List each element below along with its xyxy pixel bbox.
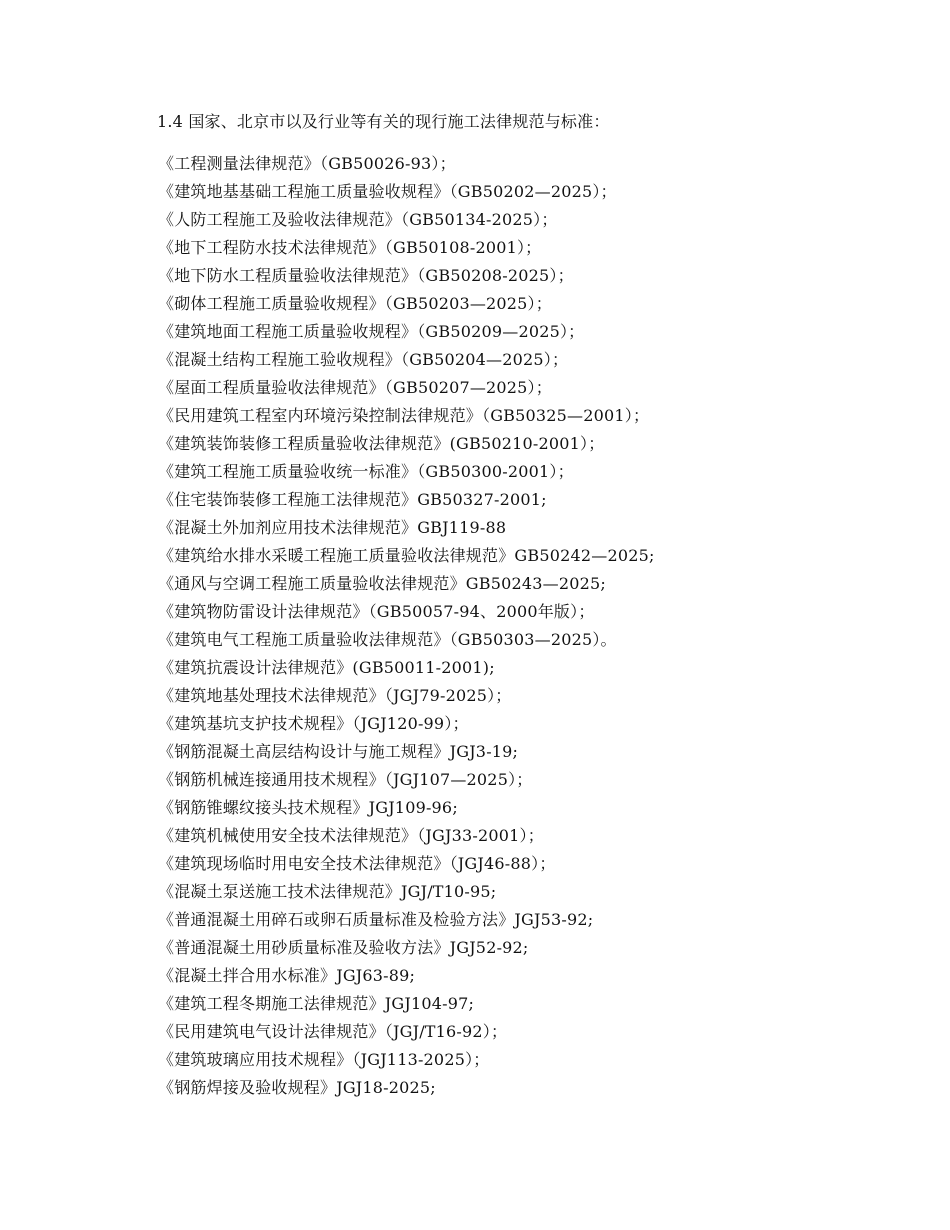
standard-item: 《建筑地基基础工程施工质量验收规程》（GB50202—2025）；: [158, 182, 617, 201]
standard-item: 《建筑现场临时用电安全技术法律规范》（JGJ46-88）；: [158, 854, 556, 873]
standard-item: 《通风与空调工程施工质量验收法律规范》GB50243—2025;: [158, 574, 606, 593]
standard-item: 《建筑抗震设计法律规范》(GB50011-2001);: [158, 658, 495, 677]
standard-item: 《混凝土泵送施工技术法律规范》JGJ/T10-95;: [158, 882, 497, 901]
standard-item: 《混凝土结构工程施工验收规程》（GB50204—2025）；: [158, 350, 569, 369]
standard-item: 《民用建筑电气设计法律规范》（JGJ/T16-92）；: [158, 1022, 508, 1041]
standard-item: 《人防工程施工及验收法律规范》（GB50134-2025）；: [158, 210, 558, 229]
standard-item: 《建筑基坑支护技术规程》（JGJ120-99）；: [158, 714, 469, 733]
standard-item: 《建筑工程冬期施工法律规范》JGJ104-97;: [158, 994, 475, 1013]
standard-item: 《钢筋锥螺纹接头技术规程》JGJ109-96;: [158, 798, 458, 817]
standard-item: 《建筑工程施工质量验收统一标准》（GB50300-2001）；: [158, 462, 574, 481]
standard-item: 《砌体工程施工质量验收规程》（GB50203—2025）；: [158, 294, 552, 313]
standard-item: 《屋面工程质量验收法律规范》（GB50207—2025）；: [158, 378, 552, 397]
standard-item: 《建筑给水排水采暖工程施工质量验收法律规范》GB50242—2025;: [158, 546, 655, 565]
standard-item: 《普通混凝土用碎石或卵石质量标准及检验方法》JGJ53-92;: [158, 910, 594, 929]
standard-item: 《建筑机械使用安全技术法律规范》（JGJ33-2001）；: [158, 826, 544, 845]
standard-item: 《民用建筑工程室内环境污染控制法律规范》（GB50325—2001）；: [158, 406, 650, 425]
standard-item: 《地下工程防水技术法律规范》（GB50108-2001）；: [158, 238, 542, 257]
standard-item: 《建筑地基处理技术法律规范》（JGJ79-2025）；: [158, 686, 512, 705]
standard-item: 《混凝土外加剂应用技术法律规范》GBJ119-88: [158, 518, 507, 537]
section-heading: 1.4 国家、北京市以及行业等有关的现行施工法律规范与标准：: [157, 112, 610, 131]
standard-item: 《混凝土拌合用水标准》JGJ63-89;: [158, 966, 416, 985]
standard-item: 《钢筋混凝土高层结构设计与施工规程》JGJ3-19;: [158, 742, 519, 761]
standard-item: 《建筑装饰装修工程质量验收法律规范》(GB50210-2001）；: [158, 434, 605, 453]
standard-item: 《地下防水工程质量验收法律规范》（GB50208-2025）；: [158, 266, 574, 285]
standards-list: [158, 150, 655, 1102]
standard-item: 《建筑物防雷设计法律规范》（GB50057-94、2000年版）；: [158, 602, 595, 621]
standard-item: 《普通混凝土用砂质量标准及验收方法》JGJ52-92;: [158, 938, 529, 957]
standard-item: 《钢筋机械连接通用技术规程》（JGJ107—2025）；: [158, 770, 533, 789]
standard-item: 《住宅装饰装修工程施工法律规范》GB50327-2001;: [158, 490, 547, 509]
standard-item: 《工程测量法律规范》（GB50026-93）；: [158, 154, 456, 173]
standard-item: 《建筑电气工程施工质量验收法律规范》（GB50303—2025）。: [158, 630, 617, 649]
standard-item: 《建筑玻璃应用技术规程》（JGJ113-2025）；: [158, 1050, 490, 1069]
standard-item: 《建筑地面工程施工质量验收规程》（GB50209—2025）；: [158, 322, 585, 341]
standard-item: 《钢筋焊接及验收规程》JGJ18-2025;: [158, 1078, 436, 1097]
